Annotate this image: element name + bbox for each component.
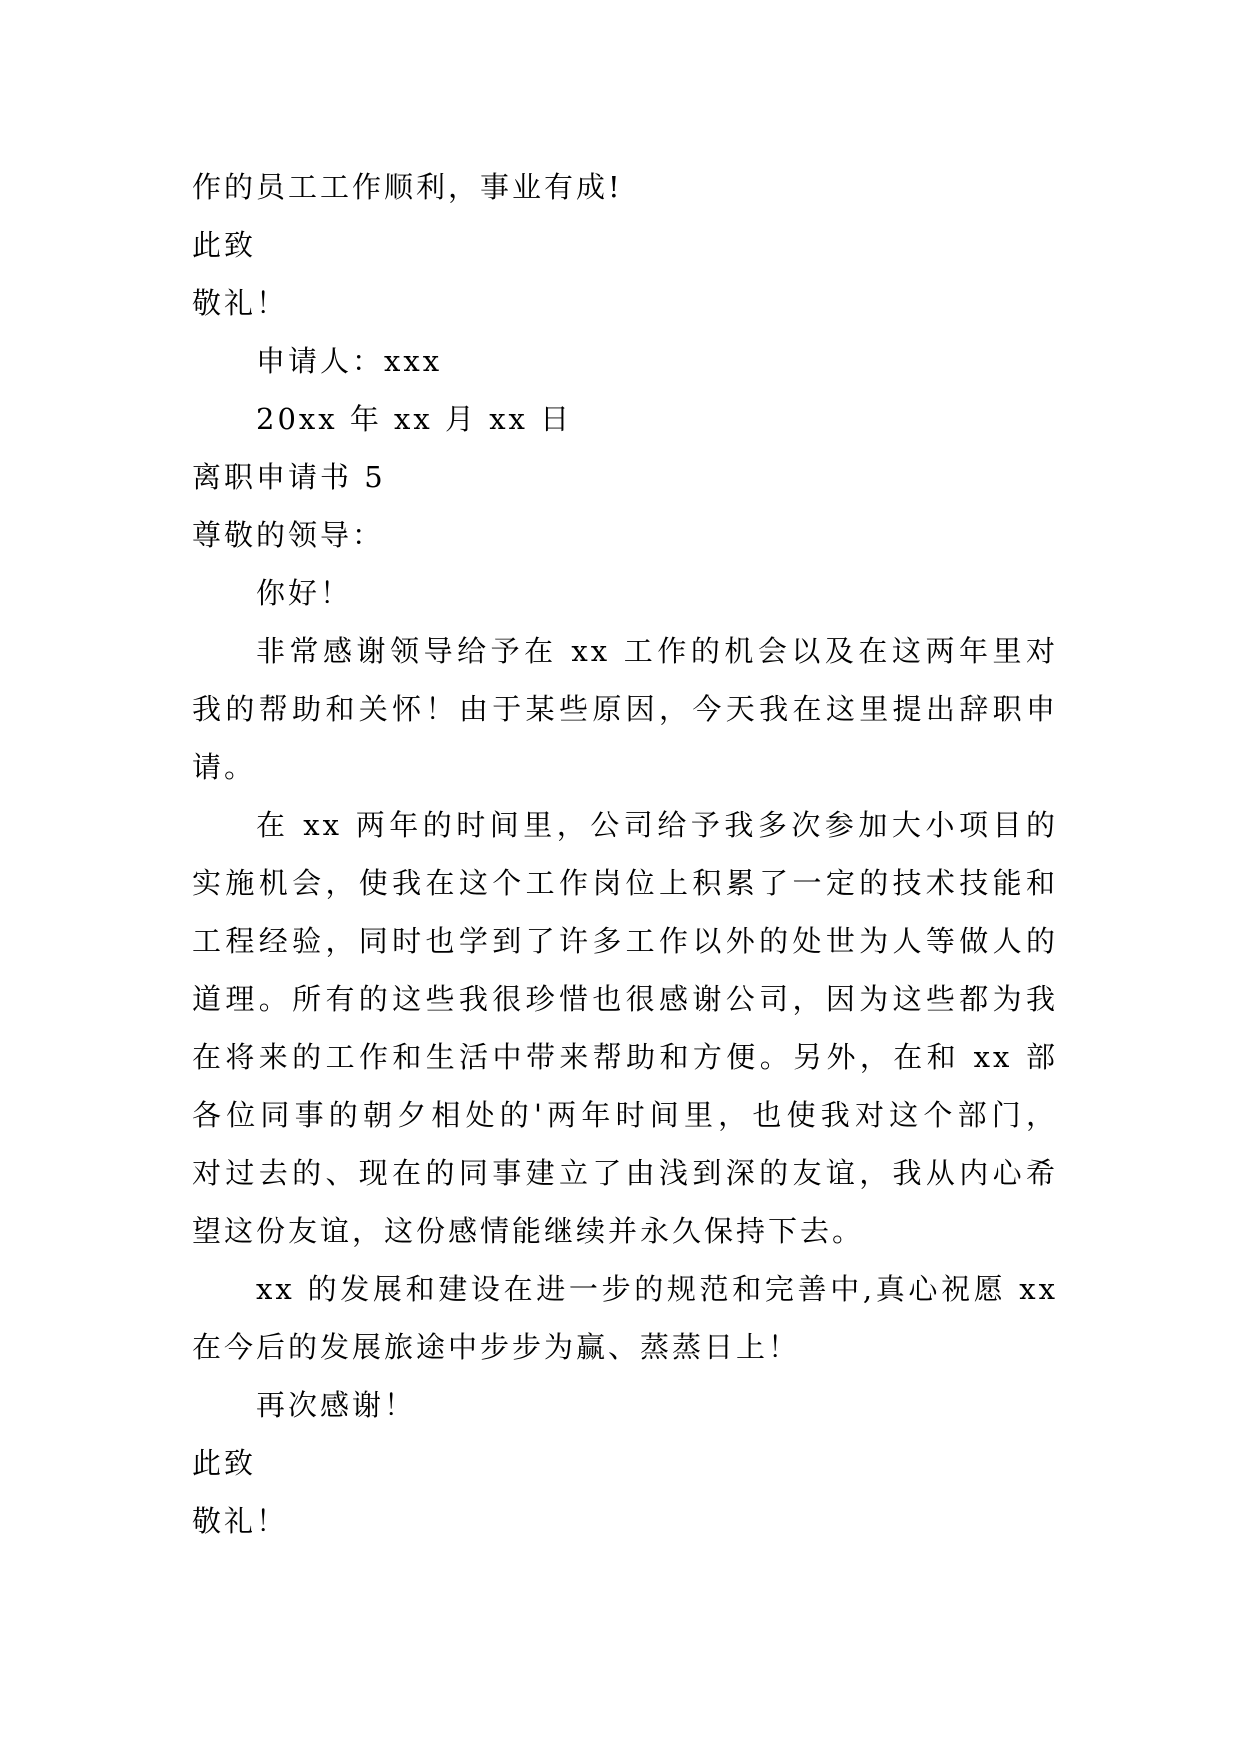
paragraph-line: 在 xx 两年的时间里，公司给予我多次参加大小项目的 [256, 808, 1058, 842]
salutation-line: 敬礼！ [192, 286, 289, 320]
thanks-line: 再次感谢！ [256, 1388, 417, 1422]
paragraph-line: 非常感谢领导给予在 xx 工作的机会以及在这两年里对 [256, 634, 1058, 668]
paragraph-line: 对过去的、现在的同事建立了由浅到深的友谊，我从内心希 [192, 1156, 1058, 1190]
paragraph-line: 道理。所有的这些我很珍惜也很感谢公司，因为这些都为我 [192, 982, 1058, 1016]
closing-line: 此致 [192, 228, 257, 262]
applicant-signature: 申请人：xxx [256, 344, 443, 378]
paragraph-line: 工程经验，同时也学到了许多工作以外的处世为人等做人的 [192, 924, 1058, 958]
section-title: 离职申请书 5 [192, 460, 386, 494]
paragraph-line: 我的帮助和关怀！由于某些原因，今天我在这里提出辞职申 [192, 692, 1058, 726]
text-line: 作的员工工作顺利，事业有成! [192, 170, 623, 204]
greeting-line: 尊敬的领导： [192, 518, 385, 552]
paragraph-line: 请。 [192, 750, 257, 784]
paragraph-line: 望这份友谊，这份感情能继续并永久保持下去。 [192, 1214, 865, 1248]
letter-body [192, 158, 1058, 1550]
paragraph-line: 在今后的发展旅途中步步为赢、蒸蒸日上！ [192, 1330, 801, 1364]
paragraph-line: 各位同事的朝夕相处的'两年时间里，也使我对这个部门， [192, 1098, 1058, 1132]
paragraph-line: 实施机会，使我在这个工作岗位上积累了一定的技术技能和 [192, 866, 1058, 900]
paragraph-line: xx 的发展和建设在进一步的规范和完善中,真心祝愿 xx [256, 1272, 1058, 1306]
salutation-line: 敬礼！ [192, 1504, 289, 1538]
date-line: 20xx 年 xx 月 xx 日 [256, 402, 573, 436]
paragraph-line: 在将来的工作和生活中带来帮助和方便。另外，在和 xx 部 [192, 1040, 1058, 1074]
hello-line: 你好！ [256, 576, 353, 610]
closing-line: 此致 [192, 1446, 257, 1480]
